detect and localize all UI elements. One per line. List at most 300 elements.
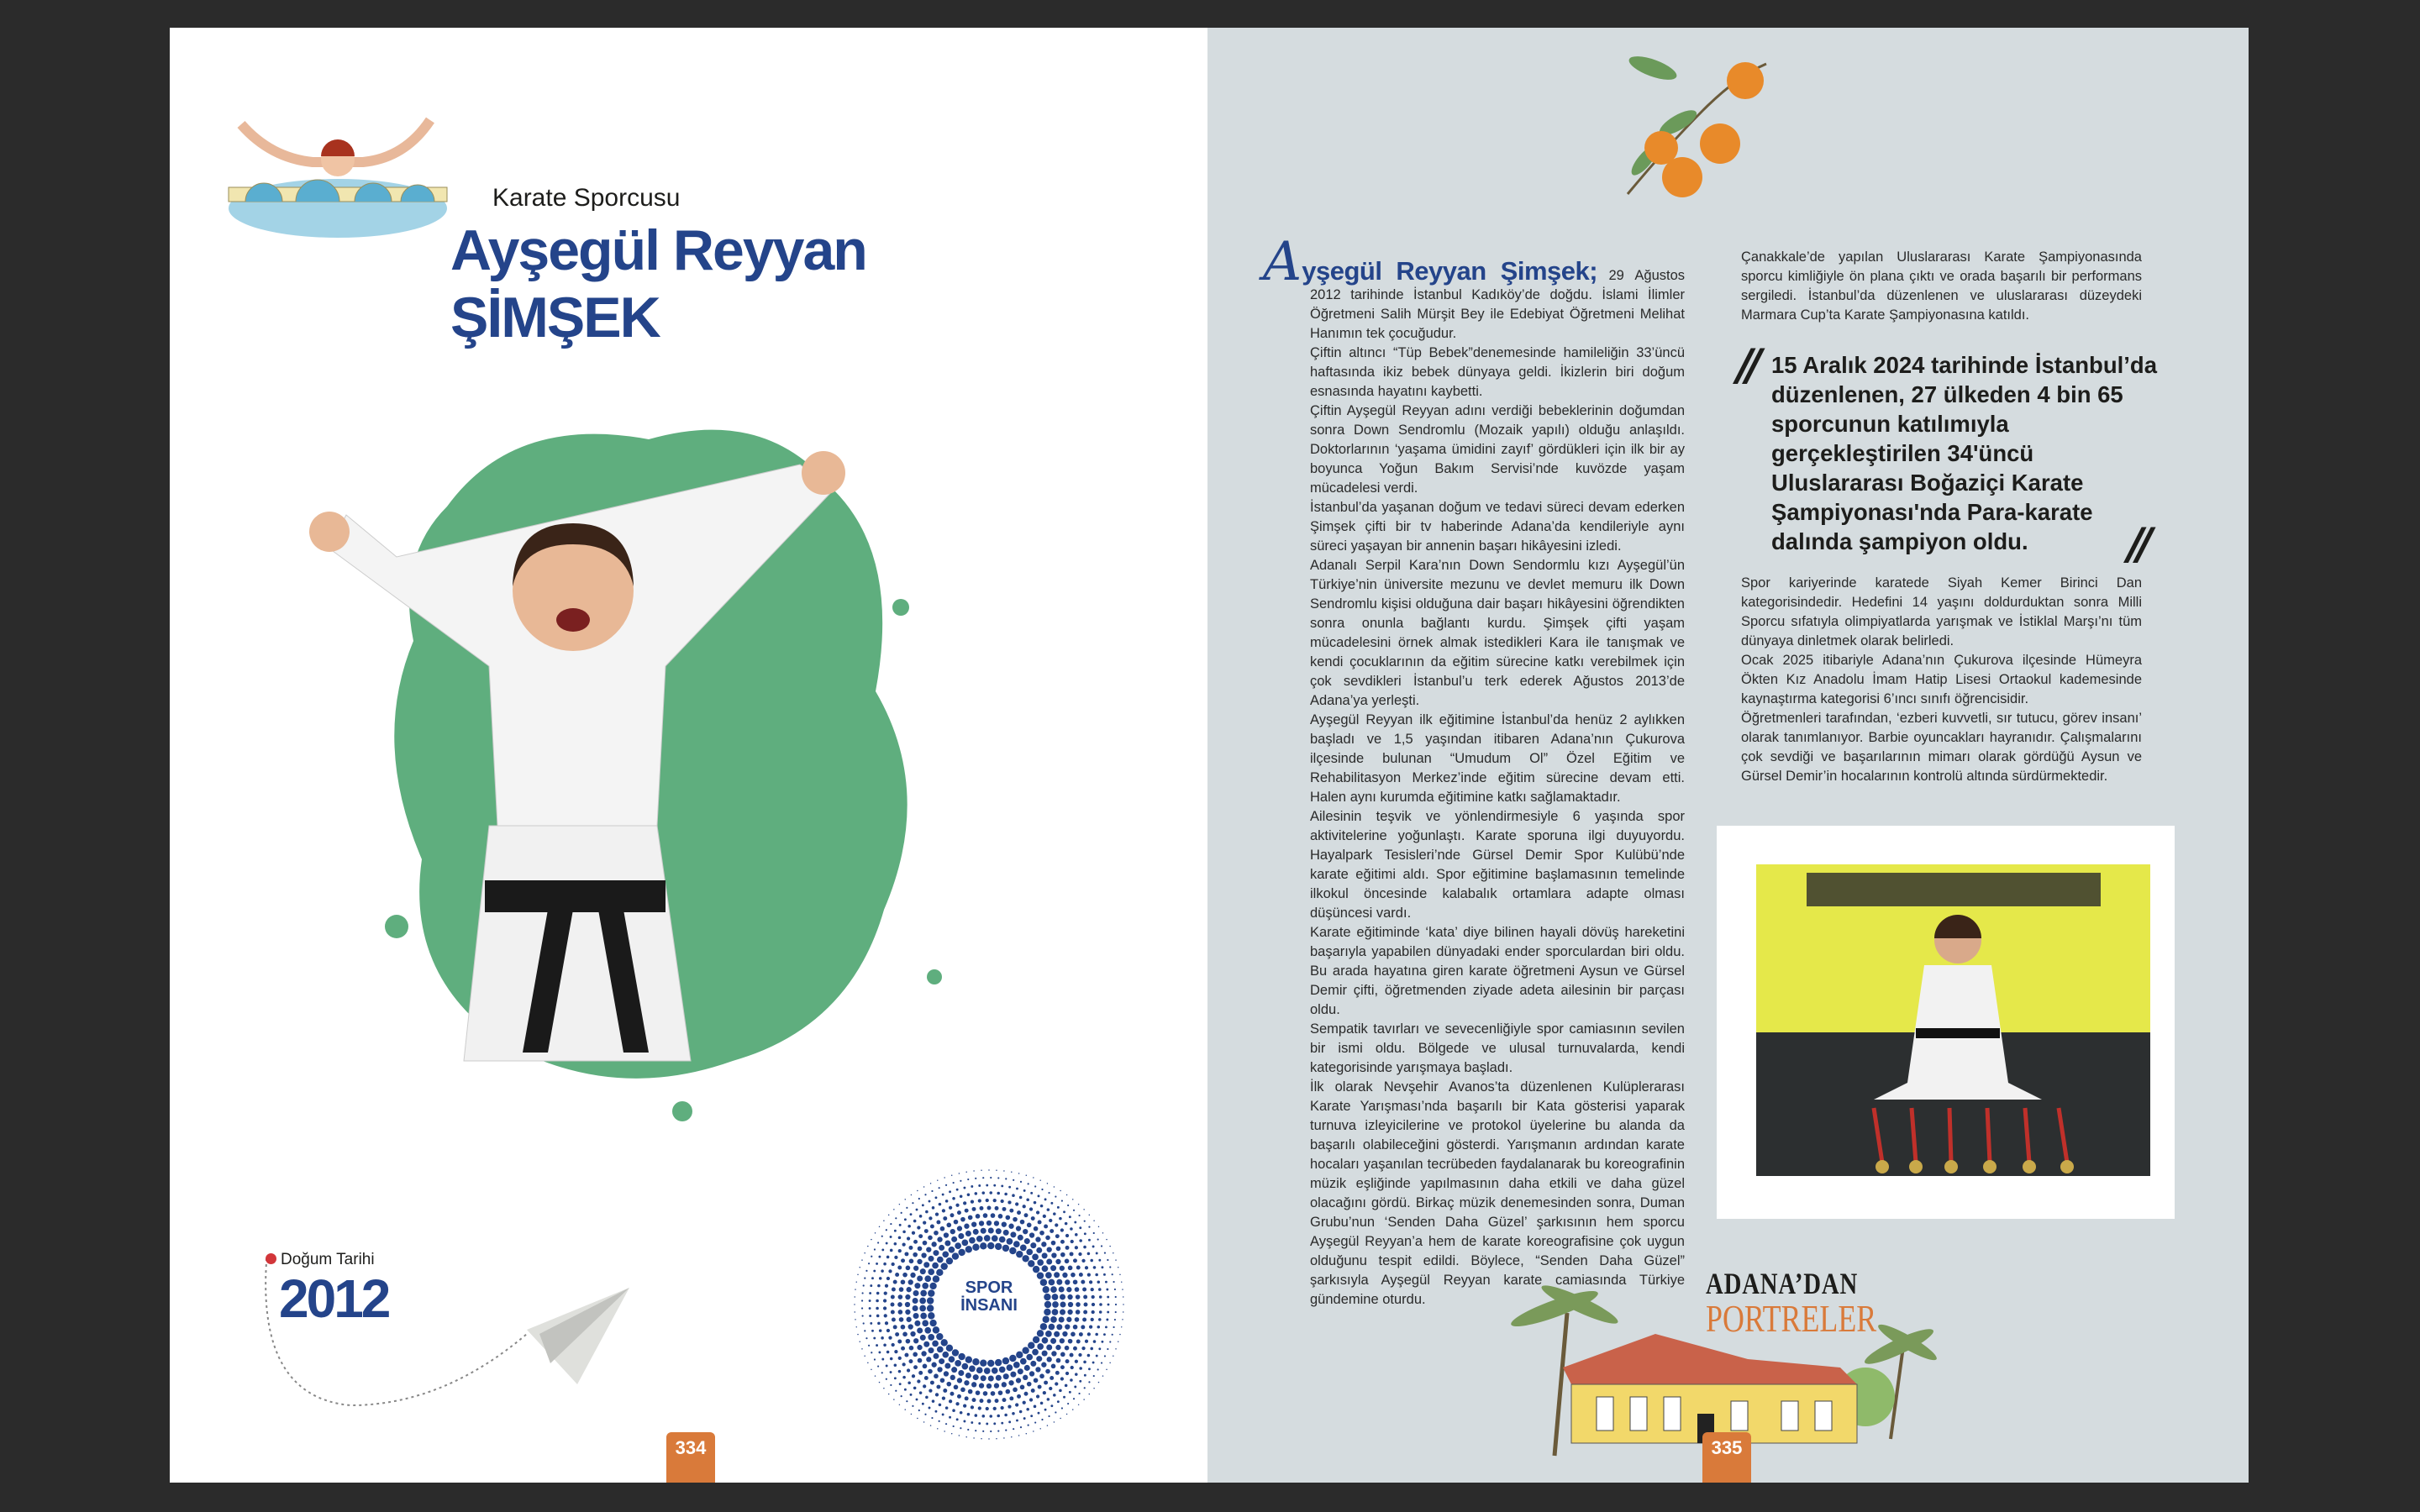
- halftone-dot: [961, 1240, 968, 1247]
- halftone-dot: [1038, 1412, 1040, 1415]
- halftone-dot: [1036, 1356, 1042, 1362]
- halftone-dot: [1105, 1281, 1107, 1284]
- halftone-dot: [886, 1277, 890, 1280]
- halftone-dot: [996, 1438, 997, 1439]
- halftone-dot: [1061, 1407, 1063, 1409]
- halftone-dot: [1007, 1238, 1013, 1245]
- halftone-dot: [926, 1247, 931, 1252]
- halftone-dot: [876, 1263, 878, 1265]
- halftone-dot: [980, 1359, 986, 1366]
- halftone-dot: [1061, 1200, 1063, 1201]
- halftone-dot: [1029, 1232, 1034, 1237]
- halftone-dot: [878, 1256, 881, 1258]
- halftone-dot: [986, 1423, 988, 1425]
- halftone-dot: [913, 1352, 918, 1357]
- halftone-dot: [1114, 1319, 1116, 1320]
- halftone-dot: [893, 1325, 897, 1329]
- halftone-dot: [1060, 1310, 1065, 1315]
- halftone-dot: [1079, 1367, 1082, 1370]
- halftone-dot: [905, 1294, 910, 1299]
- halftone-dot: [884, 1291, 887, 1294]
- halftone-dot: [1034, 1201, 1037, 1205]
- halftone-dot: [984, 1235, 991, 1242]
- halftone-dot: [891, 1295, 895, 1299]
- halftone-dot: [986, 1383, 992, 1389]
- halftone-dot: [942, 1194, 944, 1196]
- brand-title-line-1: ADANA’DAN: [1706, 1267, 1859, 1300]
- title-line-1: Ayşegül Reyyan: [450, 218, 866, 282]
- halftone-dot: [898, 1310, 903, 1315]
- halftone-dot: [917, 1379, 920, 1383]
- halftone-dot: [1065, 1258, 1070, 1263]
- halftone-dot: [865, 1270, 867, 1272]
- halftone-dot: [868, 1263, 870, 1264]
- halftone-dot: [1096, 1355, 1098, 1357]
- halftone-dot: [923, 1186, 924, 1187]
- halftone-dot: [1091, 1318, 1094, 1321]
- halftone-dot: [945, 1184, 947, 1186]
- halftone-dot: [1011, 1436, 1012, 1437]
- halftone-dot: [967, 1179, 969, 1180]
- halftone-dot: [1065, 1346, 1070, 1351]
- halftone-dot: [1097, 1368, 1099, 1370]
- halftone-dot: [908, 1246, 913, 1250]
- halftone-dot: [940, 1226, 945, 1231]
- halftone-dot: [1066, 1194, 1067, 1195]
- halftone-dot: [976, 1236, 983, 1242]
- badge-line-1: SPOR: [965, 1278, 1013, 1297]
- halftone-dot: [918, 1410, 920, 1411]
- halftone-dot: [956, 1418, 959, 1420]
- halftone-dot: [951, 1433, 952, 1434]
- halftone-dot: [913, 1305, 918, 1311]
- halftone-dot: [902, 1231, 906, 1234]
- halftone-dot: [1071, 1240, 1074, 1243]
- halftone-dot: [968, 1389, 973, 1394]
- halftone-dot: [995, 1359, 1002, 1366]
- halftone-dot: [1028, 1260, 1034, 1267]
- halftone-dot: [991, 1213, 996, 1218]
- halftone-dot: [1089, 1326, 1092, 1329]
- halftone-dot: [1049, 1219, 1052, 1222]
- halftone-dot: [1038, 1385, 1042, 1389]
- halftone-dot: [937, 1428, 938, 1429]
- halftone-dot: [907, 1236, 910, 1240]
- halftone-dot: [988, 1169, 989, 1170]
- halftone-dot: [923, 1262, 929, 1268]
- halftone-dot: [879, 1277, 882, 1280]
- halftone-dot: [1053, 1212, 1056, 1215]
- halftone-dot: [1055, 1345, 1060, 1350]
- halftone-dot: [1090, 1347, 1093, 1351]
- halftone-dot: [924, 1194, 926, 1195]
- halftone-dot: [1028, 1341, 1034, 1348]
- birth-date-label: Doğum Tarihi: [281, 1251, 375, 1268]
- halftone-dot: [925, 1210, 929, 1214]
- halftone-dot: [1035, 1236, 1040, 1242]
- halftone-dot: [1067, 1294, 1072, 1299]
- halftone-dot: [894, 1230, 897, 1232]
- karate-medals-photo: [1756, 864, 2150, 1176]
- halftone-dot: [1051, 1351, 1056, 1356]
- halftone-dot: [1047, 1357, 1052, 1362]
- paragraph: Çiftin Ayşegül Reyyan adını verdiği bebeklerinin doğumdan sonra Down Sendromlu (Mozaik yapılı) olduğu anlaşıldı. Doktorlarının ‘yaşama ümidini zayıf’ gördükleri için ilk bir ay boyunca Yoğun Bakım Servisi’nde kuvözde yaşam mücadelesi verdi.: [1310, 403, 1685, 496]
- halftone-dot: [886, 1329, 890, 1332]
- halftone-dot: [990, 1177, 992, 1179]
- halftone-dot: [1067, 1310, 1072, 1315]
- halftone-dot: [1059, 1286, 1065, 1292]
- halftone-dot: [978, 1184, 981, 1187]
- halftone-dot: [1106, 1289, 1108, 1291]
- halftone-dot: [914, 1320, 920, 1326]
- halftone-dot: [981, 1375, 986, 1381]
- halftone-dot: [1098, 1382, 1099, 1383]
- halftone-dot: [1013, 1241, 1020, 1247]
- halftone-dot: [955, 1204, 959, 1207]
- halftone-dot: [975, 1178, 976, 1179]
- halftone-dot: [1060, 1338, 1065, 1343]
- halftone-dot: [1079, 1273, 1083, 1277]
- halftone-dot: [886, 1242, 888, 1245]
- halftone-dot: [1026, 1354, 1033, 1361]
- halftone-dot: [899, 1287, 904, 1292]
- halftone-dot: [1041, 1242, 1046, 1247]
- halftone-dot: [1065, 1384, 1068, 1388]
- left-page: [170, 28, 1207, 1483]
- halftone-dot: [1084, 1232, 1086, 1235]
- halftone-dot: [995, 1206, 999, 1210]
- halftone-dot: [964, 1224, 969, 1229]
- halftone-dot: [955, 1402, 959, 1405]
- halftone-dot: [1056, 1279, 1062, 1285]
- halftone-dot: [1088, 1226, 1090, 1228]
- halftone-dot: [871, 1352, 872, 1353]
- halftone-dot: [1073, 1258, 1077, 1263]
- halftone-dot: [936, 1333, 943, 1340]
- halftone-dot: [901, 1325, 906, 1330]
- halftone-dot: [907, 1368, 910, 1372]
- halftone-dot: [913, 1240, 918, 1244]
- halftone-dot: [1073, 1398, 1075, 1399]
- halftone-dot: [935, 1196, 938, 1199]
- halftone-dot: [965, 1373, 971, 1378]
- brand-title-line-2: PORTRELER: [1706, 1297, 1877, 1340]
- halftone-dot: [963, 1201, 966, 1205]
- halftone-dot: [939, 1245, 944, 1251]
- halftone-dot: [988, 1228, 994, 1234]
- halftone-dot: [993, 1184, 996, 1187]
- halftone-dot: [897, 1302, 902, 1307]
- halftone-dot: [894, 1256, 897, 1259]
- halftone-dot: [1081, 1280, 1085, 1284]
- halftone-dot: [1037, 1343, 1044, 1350]
- halftone-dot: [891, 1303, 895, 1307]
- halftone-dot: [949, 1206, 952, 1210]
- halftone-dot: [987, 1360, 994, 1367]
- halftone-dot: [905, 1302, 910, 1307]
- halftone-dot: [1016, 1352, 1023, 1358]
- halftone-dot: [1045, 1272, 1052, 1278]
- halftone-dot: [931, 1417, 933, 1419]
- halftone-dot: [957, 1378, 962, 1383]
- halftone-dot: [891, 1310, 895, 1315]
- halftone-dot: [890, 1223, 892, 1225]
- halftone-dot: [937, 1367, 942, 1372]
- halftone-dot: [1059, 1389, 1062, 1393]
- halftone-dot: [1051, 1252, 1056, 1257]
- halftone-dot: [971, 1185, 973, 1188]
- halftone-dot: [1073, 1279, 1078, 1284]
- halftone-dot: [1023, 1229, 1028, 1234]
- orange-branch-illustration: [1619, 43, 1770, 202]
- halftone-dot: [933, 1250, 939, 1256]
- halftone-dot: [925, 1396, 929, 1399]
- halftone-dot: [922, 1403, 924, 1405]
- halftone-dot: [1113, 1281, 1114, 1283]
- halftone-dot: [1026, 1249, 1033, 1256]
- halftone-dot: [1030, 1415, 1033, 1417]
- halftone-dot: [1004, 1414, 1007, 1417]
- halftone-dot: [869, 1307, 871, 1310]
- halftone-dot: [1016, 1226, 1021, 1231]
- halftone-dot: [997, 1430, 999, 1431]
- halftone-dot: [857, 1334, 858, 1335]
- halftone-dot: [1030, 1242, 1036, 1248]
- halftone-dot: [1081, 1259, 1085, 1263]
- halftone-dot: [1030, 1361, 1036, 1367]
- halftone-dot: [1093, 1388, 1094, 1389]
- halftone-dot: [1028, 1425, 1029, 1426]
- halftone-dot: [1008, 1420, 1011, 1423]
- halftone-dot: [1106, 1319, 1108, 1321]
- halftone-dot: [1042, 1265, 1049, 1272]
- halftone-dot: [912, 1405, 913, 1407]
- halftone-dot: [986, 1199, 989, 1202]
- halftone-dot: [1016, 1420, 1018, 1422]
- halftone-dot: [1032, 1349, 1039, 1356]
- halftone-dot: [1001, 1200, 1004, 1203]
- halftone-dot: [1010, 1372, 1016, 1378]
- halftone-dot: [876, 1292, 880, 1295]
- halftone-dot: [1107, 1311, 1109, 1314]
- halftone-dot: [1003, 1170, 1004, 1171]
- halftone-dot: [946, 1345, 953, 1352]
- halftone-dot: [901, 1258, 905, 1263]
- halftone-dot: [980, 1242, 986, 1249]
- halftone-dot: [961, 1363, 968, 1370]
- halftone-dot: [1114, 1289, 1116, 1290]
- halftone-dot: [883, 1306, 886, 1310]
- halftone-dot: [1098, 1318, 1102, 1321]
- halftone-dot: [1039, 1373, 1044, 1378]
- halftone-dot: [919, 1215, 923, 1218]
- halftone-dot: [1102, 1375, 1103, 1376]
- halftone-dot: [973, 1437, 974, 1438]
- halftone-dot: [1005, 1430, 1007, 1431]
- halftone-dot: [931, 1362, 936, 1368]
- halftone-dot: [1023, 1417, 1026, 1420]
- halftone-dot: [911, 1194, 912, 1195]
- halftone-dot: [871, 1277, 874, 1279]
- halftone-dot: [1036, 1247, 1042, 1253]
- halftone-dot: [923, 1364, 928, 1369]
- halftone-dot: [935, 1410, 938, 1413]
- article-column-2-bottom: [1741, 574, 2142, 786]
- halftone-dot: [1060, 1252, 1065, 1257]
- halftone-dot: [1093, 1375, 1095, 1377]
- halftone-dot: [885, 1284, 888, 1288]
- halftone-dot: [894, 1377, 897, 1379]
- halftone-dot: [1070, 1378, 1073, 1382]
- paragraph: Ocak 2025 itibariyle Adana’nın Çukurova ilçesinde Hümeyra Ökten Kız Anadolu İmam Hatip Lisesi Ortaokul kademesinde kaynaştırma kategorisi 6’ıncı sınıfı öğrencisidir.: [1741, 653, 2142, 706]
- halftone-dot: [1027, 1223, 1032, 1228]
- halftone-dot: [893, 1280, 897, 1284]
- halftone-dot: [993, 1407, 997, 1410]
- badge-line-2: İNSANI: [960, 1296, 1018, 1315]
- halftone-dot: [1084, 1374, 1086, 1377]
- halftone-dot: [1076, 1310, 1081, 1315]
- halftone-dot: [965, 1231, 971, 1236]
- halftone-dot: [998, 1390, 1003, 1395]
- halftone-dot: [1017, 1210, 1021, 1215]
- halftone-dot: [1023, 1205, 1026, 1208]
- halftone-dot: [1074, 1221, 1076, 1224]
- halftone-dot: [975, 1192, 978, 1195]
- halftone-dot: [1070, 1227, 1073, 1231]
- halftone-dot: [1044, 1198, 1047, 1200]
- halftone-dot: [978, 1406, 981, 1410]
- halftone-dot: [856, 1326, 857, 1327]
- halftone-dot: [1040, 1323, 1047, 1330]
- halftone-dot: [1101, 1362, 1102, 1363]
- halftone-dot: [1105, 1326, 1107, 1328]
- halftone-dot: [963, 1404, 966, 1407]
- halftone-dot: [1060, 1377, 1064, 1380]
- halftone-dot: [912, 1374, 915, 1378]
- page-number-left: 334: [666, 1432, 715, 1483]
- drop-initial: A: [1263, 231, 1302, 293]
- halftone-dot: [1045, 1331, 1052, 1337]
- halftone-dot: [1060, 1301, 1065, 1307]
- halftone-dot: [910, 1273, 915, 1278]
- halftone-dot: [1026, 1408, 1029, 1411]
- halftone-dot: [1083, 1310, 1087, 1315]
- halftone-dot: [1036, 1210, 1039, 1214]
- paragraph: İstanbul’da yaşanan doğum ve tedavi süreci devam ederken Şimşek çifti bir tv haberinde Adana’da kendileriyle aynı süreci yaşayan bir annenin başarı hikâyesini izledi.: [1310, 500, 1685, 554]
- halftone-dot: [1087, 1252, 1091, 1256]
- halftone-dot: [908, 1225, 911, 1228]
- halftone-dot: [909, 1258, 914, 1263]
- halftone-dot: [1022, 1347, 1028, 1354]
- halftone-dot: [951, 1367, 957, 1373]
- halftone-dot: [1060, 1294, 1065, 1299]
- halftone-dot: [928, 1268, 934, 1275]
- halftone-dot: [898, 1357, 902, 1360]
- halftone-dot: [967, 1429, 969, 1431]
- halftone-dot: [888, 1269, 892, 1273]
- halftone-dot: [954, 1385, 959, 1390]
- halftone-dot: [1081, 1325, 1085, 1329]
- halftone-dot: [1071, 1331, 1076, 1336]
- halftone-dot: [1097, 1326, 1101, 1329]
- halftone-dot: [1043, 1316, 1050, 1323]
- halftone-dot: [1083, 1295, 1087, 1299]
- halftone-dot: [913, 1365, 918, 1369]
- halftone-dot: [881, 1336, 884, 1340]
- halftone-dot: [1078, 1215, 1080, 1216]
- halftone-dot: [1079, 1226, 1081, 1229]
- halftone-dot: [892, 1288, 896, 1292]
- halftone-dot: [1037, 1330, 1044, 1336]
- halftone-dot: [1023, 1401, 1026, 1404]
- halftone-dot: [898, 1249, 902, 1252]
- halftone-dot: [1075, 1360, 1078, 1363]
- halftone-dot: [937, 1347, 944, 1353]
- halftone-dot: [986, 1221, 992, 1226]
- halftone-dot: [1068, 1266, 1073, 1271]
- halftone-dot: [886, 1351, 890, 1354]
- halftone-dot: [933, 1353, 939, 1359]
- halftone-dot: [886, 1256, 890, 1259]
- halftone-dot: [936, 1220, 940, 1224]
- halftone-dot: [950, 1375, 955, 1380]
- halftone-dot: [1107, 1304, 1110, 1306]
- halftone-dot: [1109, 1362, 1110, 1363]
- halftone-dot: [972, 1207, 976, 1211]
- halftone-dot: [899, 1383, 902, 1385]
- halftone-dot: [1055, 1195, 1056, 1197]
- halftone-dot: [1109, 1341, 1111, 1342]
- halftone-dot: [883, 1388, 884, 1389]
- halftone-dot: [987, 1242, 994, 1249]
- halftone-dot: [913, 1290, 919, 1296]
- paragraph: Öğretmenleri tarafından, ‘ezberi kuvvetli, sır tutucu, görev insanı’ olarak tanımlanıyor. Barbie oyuncakları hayranıdır. Çalışmalarını çok sevdiği ve başarılarının mimarı olarak gördüğü Aysun ve Gürsel Demir’in hocalarının kontrolü altında sürdürmektedir.: [1741, 711, 2142, 784]
- halftone-dot: [971, 1382, 976, 1387]
- halftone-dot: [897, 1266, 902, 1270]
- halftone-dot: [917, 1259, 922, 1264]
- paragraph: Ailesinin teşvik ve yönlendirmesiyle 6 yaşında spor aktivitelerine yoğunlaştı. Karate sporuna ilgi duyuyordu. Hayalpark Tesisleri’nde Gürsel Demir Spor Kulübü’nde karate eğitimi aldı. Spor eğitimine başlamasının temelinde ilkokul öncesinde kalabalık ortamlara adapte olması düşüncesi vardı.: [1310, 809, 1685, 921]
- halftone-dot: [864, 1278, 865, 1279]
- halftone-dot: [879, 1382, 880, 1383]
- halftone-dot: [950, 1229, 955, 1234]
- halftone-dot: [877, 1322, 881, 1326]
- halftone-dot: [928, 1369, 933, 1374]
- halftone-dot: [1013, 1179, 1014, 1181]
- halftone-dot: [1075, 1287, 1080, 1292]
- halftone-dot: [960, 1427, 961, 1429]
- halftone-dot: [881, 1358, 884, 1361]
- halftone-dot: [979, 1221, 984, 1226]
- halftone-dot: [994, 1221, 999, 1226]
- halftone-dot: [1029, 1371, 1034, 1376]
- halftone-dot: [1078, 1404, 1079, 1405]
- halftone-dot: [918, 1358, 923, 1363]
- halftone-dot: [934, 1231, 939, 1236]
- halftone-dot: [1103, 1273, 1106, 1276]
- halftone-dot: [930, 1381, 934, 1385]
- halftone-dot: [902, 1242, 906, 1246]
- halftone-dot: [881, 1249, 884, 1252]
- halftone-dot: [905, 1199, 906, 1200]
- halftone-dot: [946, 1382, 951, 1387]
- halftone-dot: [955, 1360, 961, 1367]
- halftone-dot: [932, 1399, 935, 1403]
- halftone-dot: [1022, 1255, 1028, 1262]
- halftone-dot: [1092, 1295, 1095, 1299]
- halftone-dot: [1034, 1378, 1039, 1383]
- halftone-dot: [913, 1266, 918, 1271]
- halftone-dot: [955, 1242, 961, 1249]
